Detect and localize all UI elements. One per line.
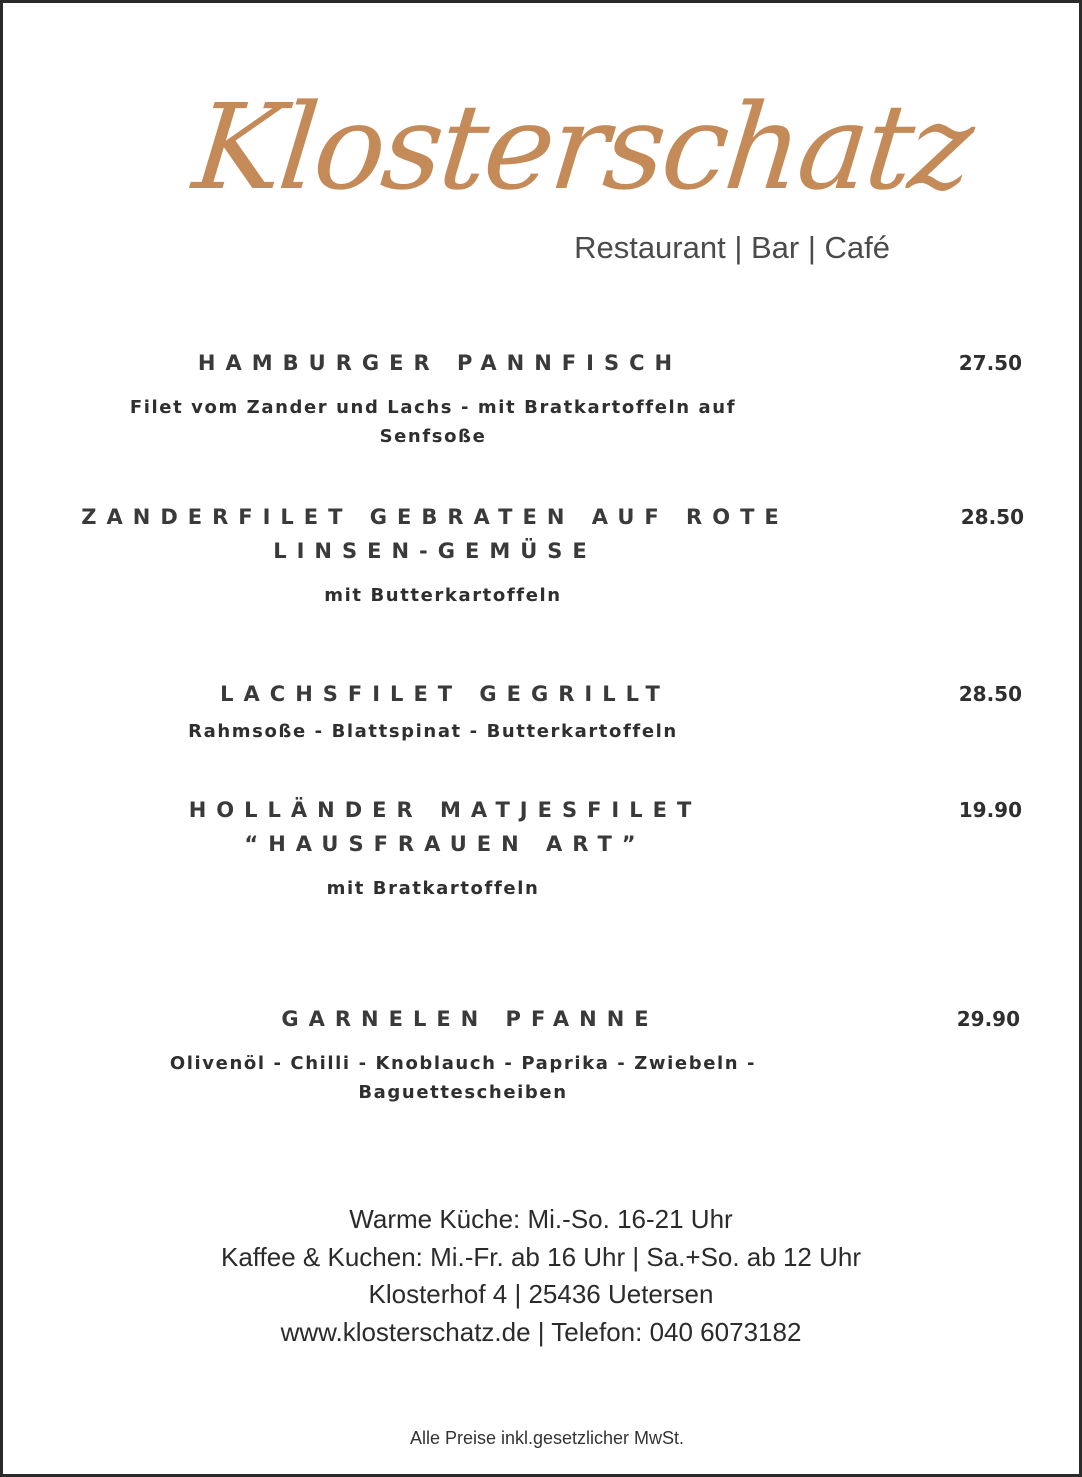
- logo: Klosterschatz: [187, 78, 977, 216]
- dish-title: “HAUSFRAUEN ART”: [244, 832, 646, 856]
- dish-description: Baguettescheiben: [358, 1082, 568, 1103]
- dish-title: LACHSFILET GEGRILLT: [220, 682, 670, 706]
- dish-description: mit Butterkartoffeln: [324, 585, 562, 606]
- dish-title: HAMBURGER PANNFISCH: [197, 351, 683, 375]
- dish-title: GARNELEN PFANNE: [281, 1007, 659, 1031]
- dish-description: Senfsoße: [379, 426, 487, 447]
- dish-description: Rahmsoße - Blattspinat - Butterkartoffeln: [188, 721, 678, 742]
- dish-description: Olivenöl - Chilli - Knoblauch - Paprika - Zwiebeln -: [169, 1053, 757, 1074]
- dish-price: 28.50: [960, 505, 1024, 529]
- dish-title: ZANDERFILET GEBRATEN AUF ROTE: [81, 505, 789, 529]
- price-note: Alle Preise inkl.gesetzlicher MwSt.: [409, 1428, 685, 1448]
- tagline: Restaurant | Bar | Café: [574, 230, 890, 265]
- dish-title: HOLLÄNDER MATJESFILET: [188, 798, 702, 822]
- dish-title: LINSEN-GEMÜSE: [273, 539, 597, 563]
- dish-price: 29.90: [956, 1007, 1020, 1031]
- dish-price: 19.90: [958, 798, 1022, 822]
- dish-description: Filet vom Zander und Lachs - mit Bratkartoffeln auf: [129, 397, 737, 418]
- dish-price: 28.50: [958, 682, 1022, 706]
- address: Klosterhof 4 | 25436 Uetersen: [368, 1279, 714, 1309]
- dish-description: mit Bratkartoffeln: [326, 878, 540, 899]
- dish-price: 27.50: [958, 351, 1022, 375]
- opening-hours-kitchen: Warme Küche: Mi.-So. 16-21 Uhr: [349, 1204, 733, 1234]
- website-phone: www.klosterschatz.de | Telefon: 040 6073182: [280, 1317, 802, 1347]
- opening-hours-cafe: Kaffee & Kuchen: Mi.-Fr. ab 16 Uhr | Sa.+So. ab 12 Uhr: [220, 1242, 861, 1272]
